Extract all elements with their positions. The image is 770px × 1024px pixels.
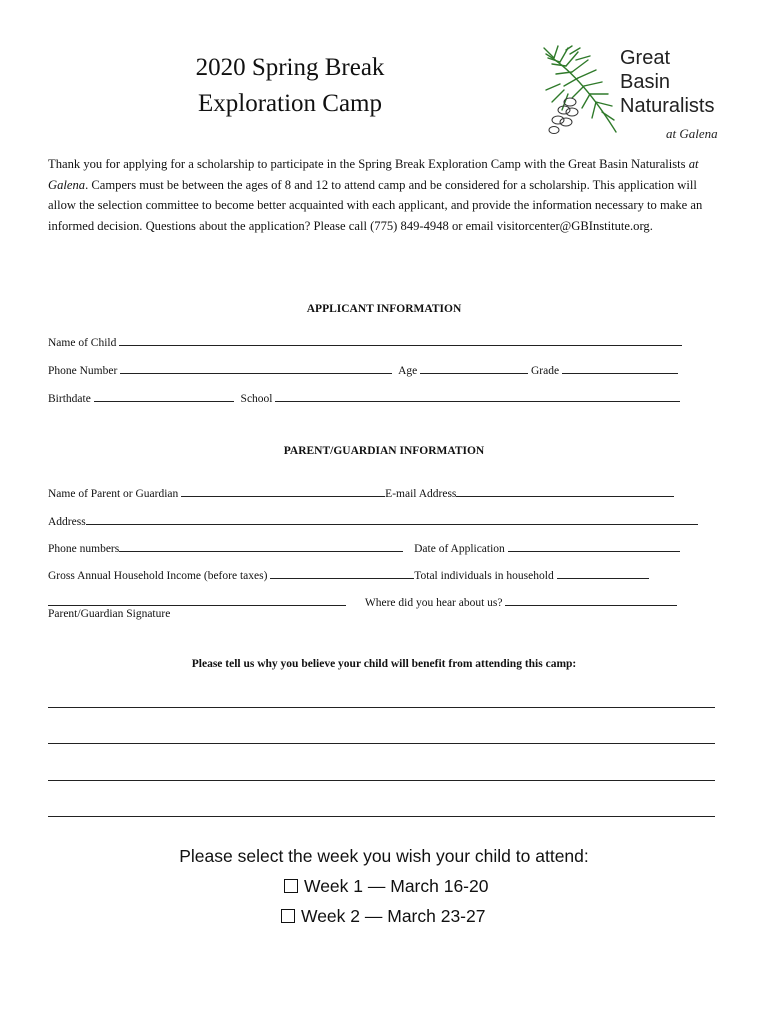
heard-label: Where did you hear about us?	[364, 597, 503, 609]
parent-name-email-row	[48, 485, 674, 500]
grade-field[interactable]	[562, 362, 678, 374]
child-name-label: Name of Child	[48, 337, 117, 349]
phone-field[interactable]	[120, 362, 392, 374]
title-line-1: 2020 Spring Break	[195, 54, 385, 81]
page-title	[150, 50, 430, 122]
week-2-checkbox[interactable]	[281, 909, 295, 923]
signature-heard-row	[48, 594, 677, 609]
phones-date-row	[48, 540, 680, 555]
parent-name-label: Name of Parent or Guardian	[48, 488, 179, 500]
birthdate-label: Birthdate	[48, 393, 91, 405]
week-1-checkbox[interactable]	[284, 879, 298, 893]
child-name-field[interactable]	[119, 334, 682, 346]
signature-field[interactable]	[48, 594, 346, 606]
week-1-label: Week 1 — March 16-20	[304, 876, 489, 896]
income-label: Gross Annual Household Income (before taxes)	[48, 570, 268, 582]
essay-line-1[interactable]	[48, 707, 715, 708]
income-household-row	[48, 567, 649, 582]
logo-subtitle: at Galena	[666, 126, 718, 141]
essay-line-4[interactable]	[48, 816, 715, 817]
week-1-option[interactable]	[284, 876, 488, 897]
intro-paragraph: Thank you for applying for a scholarship to participate in the Spring Break Exploration Camp with the Great Basin Naturalists at Galena. Campers must be between the ages of 8 and 12 to attend camp and be considered for a scholarship. This application will allow the selection committee to become better acquainted with each applicant, and provide the information necessary to make an informed decision. Questions about the application? Please call (775) 849-4948 or email visitorcenter@GBInstitute.org.	[48, 157, 703, 233]
essay-line-3[interactable]	[48, 780, 715, 781]
age-field[interactable]	[420, 362, 528, 374]
logo	[540, 44, 730, 144]
date-field[interactable]	[508, 540, 680, 552]
address-field[interactable]	[86, 513, 698, 525]
signature-label: Parent/Guardian Signature	[48, 608, 171, 620]
birthdate-school-row	[48, 390, 680, 405]
pine-branch-icon	[540, 44, 620, 140]
logo-wordmark: Great Basin Naturalists	[620, 47, 715, 117]
parent-heading: PARENT/GUARDIAN INFORMATION	[283, 445, 485, 457]
phone-numbers-field[interactable]	[119, 540, 403, 552]
week-2-option[interactable]	[281, 906, 485, 927]
school-label: School	[240, 393, 273, 405]
phone-numbers-label: Phone numbers	[48, 543, 120, 555]
parent-name-field[interactable]	[181, 485, 385, 497]
phone-age-grade-row	[48, 362, 678, 377]
age-label: Age	[398, 365, 418, 377]
household-field[interactable]	[557, 567, 649, 579]
grade-label: Grade	[530, 365, 560, 377]
address-row	[48, 513, 698, 528]
title-line-2: Exploration Camp	[198, 90, 382, 117]
school-field[interactable]	[275, 390, 680, 402]
address-label: Address	[48, 516, 86, 528]
week-2-label: Week 2 — March 23-27	[301, 906, 486, 926]
email-field[interactable]	[456, 485, 674, 497]
essay-question: Please tell us why you believe your child will benefit from attending this camp:	[191, 658, 577, 670]
essay-line-2[interactable]	[48, 743, 715, 744]
phone-label: Phone Number	[48, 365, 118, 377]
heard-field[interactable]	[505, 594, 677, 606]
household-label: Total individuals in household	[414, 570, 554, 582]
child-name-row	[48, 334, 682, 349]
email-label: E-mail Address	[385, 488, 457, 500]
date-label: Date of Application	[414, 543, 505, 555]
applicant-heading: APPLICANT INFORMATION	[306, 303, 462, 315]
week-prompt: Please select the week you wish your child to attend:	[179, 846, 589, 866]
birthdate-field[interactable]	[94, 390, 234, 402]
income-field[interactable]	[270, 567, 414, 579]
